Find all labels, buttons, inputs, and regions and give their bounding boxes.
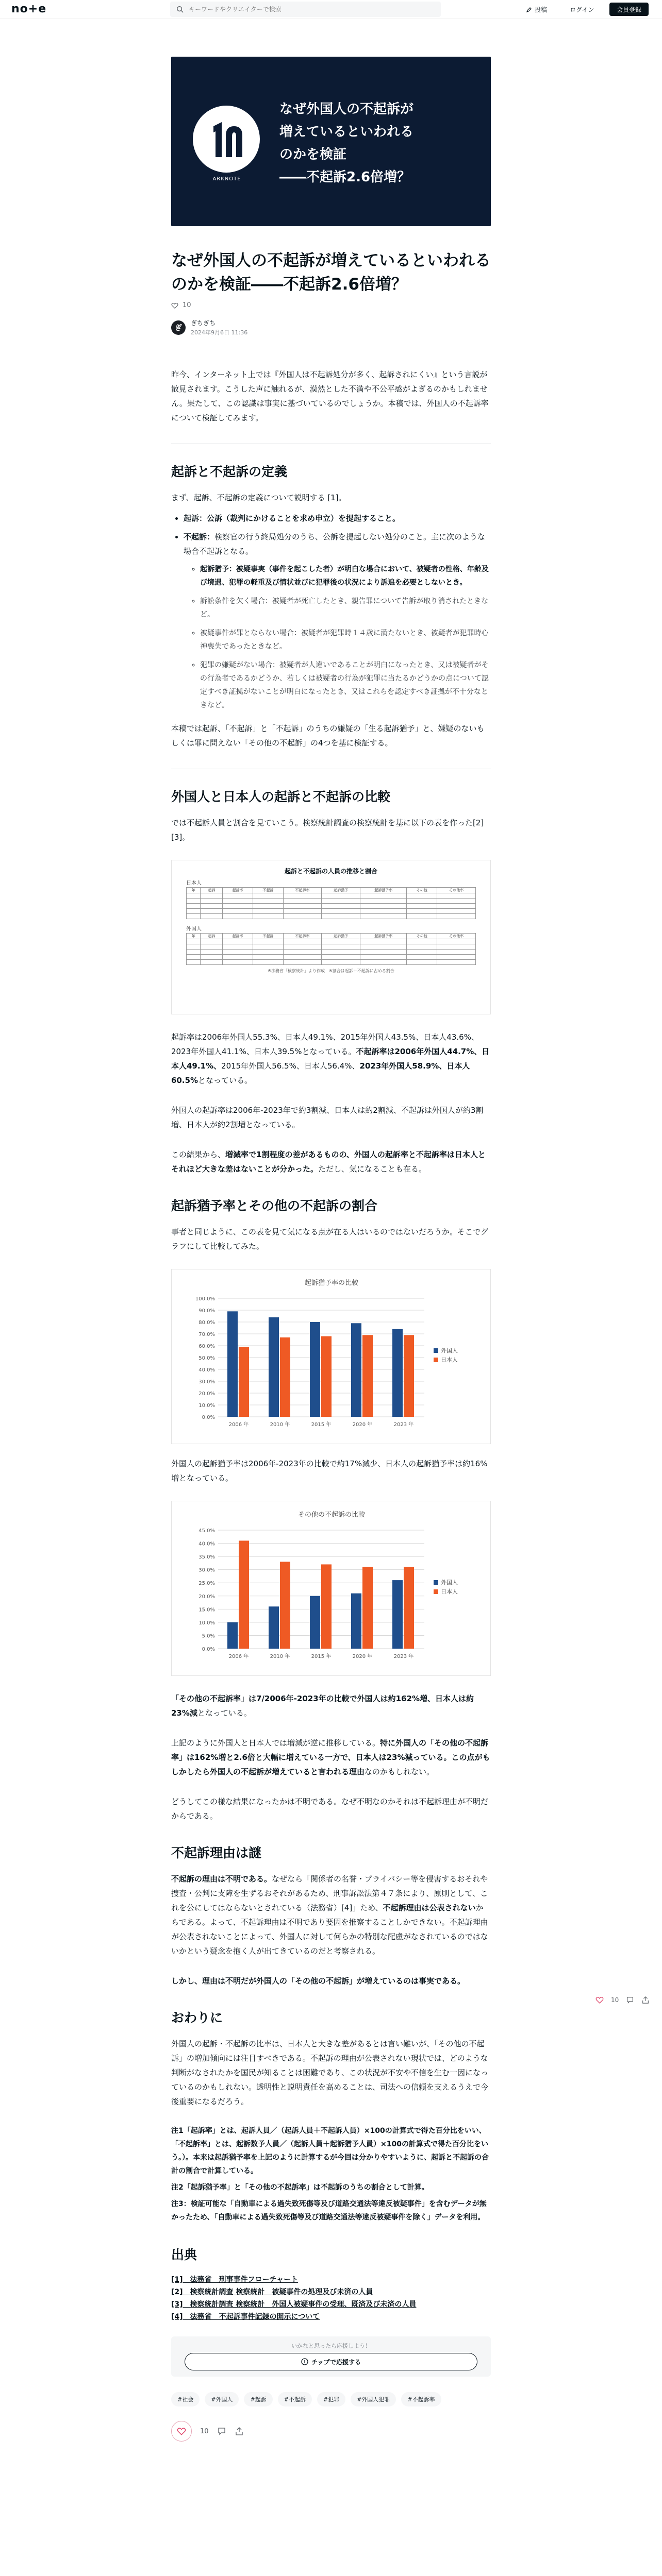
signup-button[interactable]: 会員登録 xyxy=(609,3,649,16)
table-header-cell: 不起訴率 xyxy=(283,888,322,893)
text-span: この結果から、 xyxy=(171,1150,226,1159)
table-header-row xyxy=(187,888,476,893)
support-box xyxy=(171,2336,491,2377)
hero-text xyxy=(279,98,481,189)
table-row xyxy=(187,955,476,960)
heart-icon[interactable] xyxy=(171,302,178,309)
text-span-bold: 特に外国人の「その他の不起訴率」は162%増と2.6倍と大幅に増えている一方で、日本人は23%減っている。この点がもしかしたら外国人の不起訴が増えていると言われる理由 xyxy=(171,1738,490,1776)
chart-svg xyxy=(172,1501,491,1676)
sub-item: ◦ 被疑事件が罪とならない場合：被疑者が犯罪時１４歳に満たないとき、被疑者が犯罪時心神喪失であったときなど。 xyxy=(200,626,491,653)
paragraph: 外国人の起訴猶予率は2006年-2023年の比較で約17%減少、日本人の起訴猶予率は約16%増となっている。 xyxy=(171,1459,488,1483)
share-icon[interactable] xyxy=(235,2427,244,2436)
text-span: なぜなら「関係者の名誉・プライバシー等を侵害するおそれや捜査・公判に支障を生ずるおそれがあるため、刑事訴訟法第４７条により、原則として、これを公にしてはならないとされている（法務省）[4]」ため、 xyxy=(171,1874,488,1912)
paragraph: 本稿では起訴、「不起訴」と「不起訴」のうちの嫌疑の「生る起訴猶予」と、嫌疑のないもしくは罪に問えない「その他の不起訴」の4つを基に検証する。 xyxy=(171,724,485,748)
y-tick-label: 35.0% xyxy=(198,1554,215,1561)
bar-japanese xyxy=(404,1567,414,1649)
pen-icon xyxy=(526,7,532,13)
login-button[interactable] xyxy=(570,5,594,14)
tag-list xyxy=(171,2392,491,2406)
text-span: 起訴率は2006年外国人55.3%、日本人49.1%、2015年外国人43.5%、日本人43.6%、2023年外国人41.1%、日本人39.5%となっている。 xyxy=(171,1032,479,1056)
paragraph: 事者と同じように、この表を見て気になる点が在る人はいるのではないだろうか。そこでグラフにして比較してみた。 xyxy=(171,1227,489,1251)
paragraph xyxy=(171,1736,491,1779)
section-heading: 起訴と不起訴の定義 xyxy=(171,464,288,479)
table-header-cell: 不起訴 xyxy=(253,888,283,893)
table-title: 起訴と不起訴の人員の推移と割合 xyxy=(284,868,377,875)
y-tick-label: 40.0% xyxy=(198,1367,215,1373)
bar-foreign xyxy=(227,1311,238,1417)
hero-line: のかを検証 xyxy=(279,147,347,162)
like-count: 10 xyxy=(183,301,191,309)
comment-icon[interactable] xyxy=(217,2427,226,2436)
table-header-cell: 年 xyxy=(187,888,201,893)
definition-item xyxy=(184,511,491,526)
like-row xyxy=(171,301,491,309)
bar-japanese xyxy=(239,1347,249,1417)
table-header-cell: 起訴猶予率 xyxy=(360,934,407,939)
reference-link[interactable]: [4] 法務省 不起訴事件記録の開示について xyxy=(171,2313,320,2321)
y-tick-label: 60.0% xyxy=(198,1344,215,1349)
legend-swatch xyxy=(434,1589,438,1594)
table-row xyxy=(187,893,476,899)
y-tick-label: 30.0% xyxy=(198,1567,215,1573)
y-tick-label: 50.0% xyxy=(198,1355,215,1361)
footnote: 注3：検証可能な「自動車による過失致死傷等及び道路交通法等違反被疑事件」を含むデータが無かったため、「自動車による過失致死傷等及び道路交通法等違反被疑事件を除く」データを利用。 xyxy=(171,2200,487,2222)
x-tick-label: 2020 年 xyxy=(352,1654,373,1659)
hashtag[interactable]: #社会 xyxy=(171,2392,200,2406)
x-tick-label: 2015 年 xyxy=(311,1422,332,1428)
table-row xyxy=(187,899,476,904)
bar-foreign xyxy=(351,1323,361,1417)
def-body: 検察官の行う終局処分のうち、公訴を提起しない処分のこと。主に次のような場合不起訴となる。 xyxy=(184,532,486,556)
text-span: 2015年外国人56.5%、日本人56.4%、 xyxy=(221,1061,360,1071)
table-subtitle: 外国人 xyxy=(186,926,202,932)
bar-japanese xyxy=(280,1562,290,1649)
paragraph xyxy=(171,1147,491,1176)
x-tick-label: 2015 年 xyxy=(311,1654,332,1659)
table-header-cell: その他 xyxy=(407,934,437,939)
footnote: 注2「起訴猶予率」と「その他の不起訴率」は不起訴のうちの割合として計算。 xyxy=(171,2183,429,2192)
reference-list xyxy=(171,2274,491,2323)
table-header-cell: 起訴 xyxy=(201,888,223,893)
def-term: 起訴： xyxy=(184,514,207,523)
table-row xyxy=(187,950,476,955)
section-heading: 外国人と日本人の起訴と不起訴の比較 xyxy=(171,789,391,804)
post-label: 投稿 xyxy=(535,6,548,13)
tip-button[interactable] xyxy=(185,2353,477,2370)
table-header-cell: 起訴猶予 xyxy=(322,888,360,893)
y-tick-label: 90.0% xyxy=(198,1308,215,1314)
definition-item xyxy=(184,530,491,712)
definition-list xyxy=(171,511,491,712)
sub-item: ◦ 訴訟条件を欠く場合：被疑者が死亡したとき、親告罪について告訴が取り消されたときなど。 xyxy=(200,595,491,621)
login-label: ログイン xyxy=(570,6,594,13)
bar-foreign xyxy=(392,1580,403,1649)
heart-icon xyxy=(177,2427,186,2436)
reference-link[interactable]: [1] 法務省 刑事事件フローチャート xyxy=(171,2276,299,2284)
bar-japanese xyxy=(362,1335,373,1417)
y-tick-label: 80.0% xyxy=(198,1320,215,1326)
search-input[interactable] xyxy=(189,6,426,13)
table-header-cell: 起訴率 xyxy=(223,934,253,939)
y-tick-label: 0.0% xyxy=(202,1647,215,1652)
paragraph: どうしてこの様な結果になったかは不明である。なぜ不明なのかそれは不起訴理由が不明だからである。 xyxy=(171,1797,489,1821)
table-header-cell: 不起訴率 xyxy=(283,934,322,939)
y-tick-label: 25.0% xyxy=(198,1581,215,1587)
legend-swatch xyxy=(434,1358,438,1362)
hashtag[interactable]: #犯罪 xyxy=(317,2392,345,2406)
bar-japanese xyxy=(404,1335,414,1417)
x-tick-label: 2020 年 xyxy=(352,1422,373,1428)
legend-label: 日本人 xyxy=(441,1357,458,1363)
chart-yuyo[interactable] xyxy=(171,1269,491,1444)
legend-label: 外国人 xyxy=(441,1579,458,1586)
legend-swatch xyxy=(434,1348,438,1353)
text-span-bold: 不起訴理由は公表されない xyxy=(383,1903,476,1912)
table-header-row xyxy=(187,934,476,939)
y-tick-label: 100.0% xyxy=(195,1296,215,1302)
bar-japanese xyxy=(362,1567,373,1649)
avatar[interactable]: ぎ xyxy=(171,320,186,335)
reference-link[interactable]: [3] 検察統計調査 検察統計 外国人被疑事件の受理、既済及び未済の人員 xyxy=(171,2300,417,2309)
text-span: からである。よって、不起訴理由は不明であり要因を推察することしかできない。不起訴理由が公表されないことによって、外国人に対して何らかの特別な配慮がなされているのではないかという疑念を抱く人が出てきているのだと考察される。 xyxy=(171,1903,488,1956)
table-header-cell: 起訴 xyxy=(201,934,223,939)
y-tick-label: 45.0% xyxy=(198,1528,215,1534)
y-tick-label: 30.0% xyxy=(198,1379,215,1385)
table-header-cell: その他率 xyxy=(437,934,476,939)
text-span-bold: 「その他の不起訴率」 xyxy=(171,1694,249,1703)
x-tick-label: 2006 年 xyxy=(228,1422,249,1428)
chart-title: その他の不起訴の比較 xyxy=(297,1511,366,1519)
section-heading: 起訴猶予率とその他の不起訴の割合 xyxy=(171,1198,378,1213)
tip-button-label: チップで応援する xyxy=(311,2358,361,2366)
text-span: ただし、気になることも在る。 xyxy=(318,1164,427,1174)
author-name[interactable]: ぎちぎち xyxy=(191,319,216,327)
bar-japanese xyxy=(321,1564,332,1649)
bar-foreign xyxy=(310,1322,320,1417)
note-logo[interactable]: no+e xyxy=(11,3,47,15)
paragraph xyxy=(171,1030,491,1088)
publish-date: 2024年9月6日 11:36 xyxy=(191,329,248,336)
stats-table-image[interactable] xyxy=(171,860,491,1014)
table-header-cell: 起訴率 xyxy=(223,888,253,893)
section-heading: おわりに xyxy=(171,2010,223,2025)
section-heading: 出典 xyxy=(171,2247,197,2262)
x-tick-label: 2006 年 xyxy=(228,1654,249,1659)
arknote-logo-icon xyxy=(193,106,260,173)
bar-foreign xyxy=(227,1622,238,1649)
text-span: なのかもしれない。 xyxy=(365,1767,435,1776)
def-term: 不起訴： xyxy=(184,532,215,541)
table-header-cell: 不起訴 xyxy=(253,934,283,939)
comment-icon[interactable] xyxy=(626,1996,634,2004)
y-tick-label: 20.0% xyxy=(198,1391,215,1397)
table-header-cell: 年 xyxy=(187,934,201,939)
floating-like-count: 10 xyxy=(611,1996,619,2004)
hero-line: なぜ外国人の不起訴が xyxy=(279,101,414,117)
table-subtitle: 日本人 xyxy=(186,880,202,886)
legend-swatch xyxy=(434,1580,438,1585)
table-row xyxy=(187,909,476,914)
text-span-bold: 増減率で1割程度の差があるものの、外国人の起訴率と不起訴率は日本人とそれほど大きな差はないことが分かった。 xyxy=(171,1150,486,1174)
table-japanese xyxy=(186,887,476,919)
search-icon xyxy=(176,6,184,13)
text-span-bold: 2023年外国人58.9%、日本人60.5% xyxy=(171,1061,470,1085)
like-button[interactable] xyxy=(171,2421,192,2442)
def-body: 公訴（裁判にかけることを求め申立）を提起すること。 xyxy=(207,514,401,523)
hero-line: ――不起訴2.6倍増？ xyxy=(279,170,411,185)
reference-link[interactable]: [2] 検察統計調査 検察統計 被疑事件の処理及び未済の人員 xyxy=(171,2288,373,2296)
author-row[interactable] xyxy=(171,318,491,336)
chart-other[interactable] xyxy=(171,1501,491,1676)
share-icon[interactable] xyxy=(641,1996,650,2004)
table-row xyxy=(187,939,476,944)
hashtag[interactable]: #外国人犯罪 xyxy=(351,2392,396,2406)
hashtag[interactable]: #起訴 xyxy=(244,2392,272,2406)
hashtag[interactable]: #不起訴率 xyxy=(401,2392,441,2406)
paragraph xyxy=(171,1872,491,1958)
y-tick-label: 70.0% xyxy=(198,1332,215,1337)
hero-line: 増えているといわれる xyxy=(279,124,414,140)
hashtag[interactable]: #不起訴 xyxy=(278,2392,312,2406)
y-tick-label: 10.0% xyxy=(198,1620,215,1626)
paragraph: では不起訴人員と割合を見ていこう。検察統計調査の検察統計を基に以下の表を作った[2][3]。 xyxy=(171,818,484,842)
text-span: となっている。 xyxy=(197,1708,252,1718)
table-header-cell: 起訴猶予 xyxy=(322,934,360,939)
paragraph: 外国人の起訴・不起訴の比率は、日本人と大きな差があるとは言い難いが、「その他の不起訴」の増加傾向には注目すべきである。不起訴の理由が公表されない現状では、どのような判断がなされたかを国民が知ることは困難であり、この状況が不安や不信を生む一因になっているのかもしれない。透明性と説明責任を高めることは、司法への信頼を支えるうえで今後重要になるだろう。 xyxy=(171,2039,489,2106)
table-row xyxy=(187,944,476,950)
x-tick-label: 2023 年 xyxy=(393,1422,414,1428)
x-tick-label: 2023 年 xyxy=(393,1654,414,1659)
bar-foreign xyxy=(269,1606,279,1649)
article-title: なぜ外国人の不起訴が増えているといわれるのかを検証――不起訴2.6倍増？ xyxy=(171,251,491,294)
section-heading: 不起訴理由は謎 xyxy=(171,1845,262,1860)
text-span: となっている。 xyxy=(198,1076,253,1085)
y-tick-label: 5.0% xyxy=(202,1633,215,1639)
intro-paragraph: 昨今、インターネット上では『外国人は不起訴処分が多く、起訴されにくい』という言説が散見されます。こうした声に触れるが、漠然とした不満や不公平感がよぎるのかもしれません。果たして、この認識は事実に基づいているのでしょうか。本稿では、外国人の不起訴率について検証してみます。 xyxy=(171,370,489,422)
chart-title: 起訴猶予率の比較 xyxy=(304,1279,359,1287)
article xyxy=(171,57,491,2442)
paragraph xyxy=(171,1691,491,1720)
table-header-cell: その他 xyxy=(407,888,437,893)
hero-logo-label: ARKNOTE xyxy=(212,176,241,182)
floating-actions xyxy=(595,1996,650,2004)
table-header-cell: その他率 xyxy=(437,888,476,893)
bar-foreign xyxy=(310,1596,320,1649)
table-note: ※法務省「検察統計」より作成 ※割合は起訴＋不起訴に占める割合 xyxy=(268,969,394,973)
coin-icon xyxy=(301,2358,308,2365)
table-foreign xyxy=(186,933,476,965)
text-span-bold: 不起訴率は2006年外国人44.7%、日本人49.1%、 xyxy=(171,1047,490,1071)
text-span: 上記のように外国人と日本人では増減が逆に推移している。 xyxy=(171,1738,380,1748)
paragraph: まず、起訴、不起訴の定義について説明する [1]。 xyxy=(171,493,346,502)
bottom-actions xyxy=(171,2421,491,2442)
sub-list xyxy=(184,563,491,712)
paragraph: 外国人の起訴率は2006年-2023年で約3割減、日本人は約2割減、不起訴は外国人が約3割増、日本人が約2割増となっている。 xyxy=(171,1106,484,1129)
sub-item: ◦ 起訴猶予：被疑事実（事件を起こした者）が明白な場合において、被疑者の性格、年齢及び境遇、犯罪の軽重及び情状並びに犯罪後の状況により訴追を必要としないとき。 xyxy=(200,563,491,589)
chart-svg xyxy=(172,1269,491,1445)
y-tick-label: 20.0% xyxy=(198,1594,215,1600)
table-row xyxy=(187,914,476,919)
footnote: 注1「起訴率」とは、起訴人員／（起訴人員＋不起訴人員）×100の計算式で得た百分比をいい、「不起訴率」とは、起訴数予人員／（起訴人員＋起訴猶予人員）×100の計算式で得た百分比をいう。）。本来は起訴猶予率を上記のように計算するが今回は分かりやすいように、起訴と不起訴の合計の割合で計算している。 xyxy=(171,2127,489,2175)
bottom-like-count: 10 xyxy=(200,2427,209,2435)
bar-foreign xyxy=(351,1594,361,1649)
table-header-cell: 起訴猶予率 xyxy=(360,888,407,893)
y-tick-label: 15.0% xyxy=(198,1607,215,1613)
y-tick-label: 0.0% xyxy=(202,1415,215,1420)
search-box[interactable] xyxy=(170,2,441,17)
post-button[interactable] xyxy=(526,5,547,14)
legend-label: 日本人 xyxy=(441,1588,458,1595)
footnotes xyxy=(171,2124,491,2224)
site-header xyxy=(0,0,662,19)
y-tick-label: 10.0% xyxy=(198,1403,215,1409)
text-span-bold: 不起訴の理由は不明である。 xyxy=(171,1874,272,1884)
bar-foreign xyxy=(392,1329,403,1417)
bar-japanese xyxy=(239,1540,249,1649)
y-tick-label: 40.0% xyxy=(198,1541,215,1547)
sub-item: ◦ 犯罪の嫌疑がない場合：被疑者が人違いであることが明白になったとき、又は被疑者がその行為者であるかどうか、若しくは被疑者の行為が犯罪に当たるかどうかの点について認定すべき証拠がないことが明白になったとき、又はこれらを認定すべき証拠が不十分なときなど。 xyxy=(200,658,491,712)
hashtag[interactable]: #外国人 xyxy=(205,2392,239,2406)
table-row xyxy=(187,904,476,909)
bar-japanese xyxy=(321,1336,332,1417)
bar-foreign xyxy=(269,1317,279,1417)
legend-label: 外国人 xyxy=(441,1347,458,1354)
text-span-bold: は7/2006年-2023年の比較で外国人は約162%増、日本人は約23%減 xyxy=(171,1694,474,1718)
x-tick-label: 2010 年 xyxy=(270,1654,290,1659)
paragraph: しかし、理由は不明だが外国人の「その他の不起訴」が増えているのは事実である。 xyxy=(171,1976,466,1986)
table-row xyxy=(187,960,476,965)
x-tick-label: 2010 年 xyxy=(270,1422,290,1428)
bar-japanese xyxy=(280,1337,290,1417)
hero-image xyxy=(171,57,491,226)
heart-icon[interactable] xyxy=(595,1996,604,2004)
support-question: いかなと思ったら応援しよう！ xyxy=(291,2343,371,2349)
